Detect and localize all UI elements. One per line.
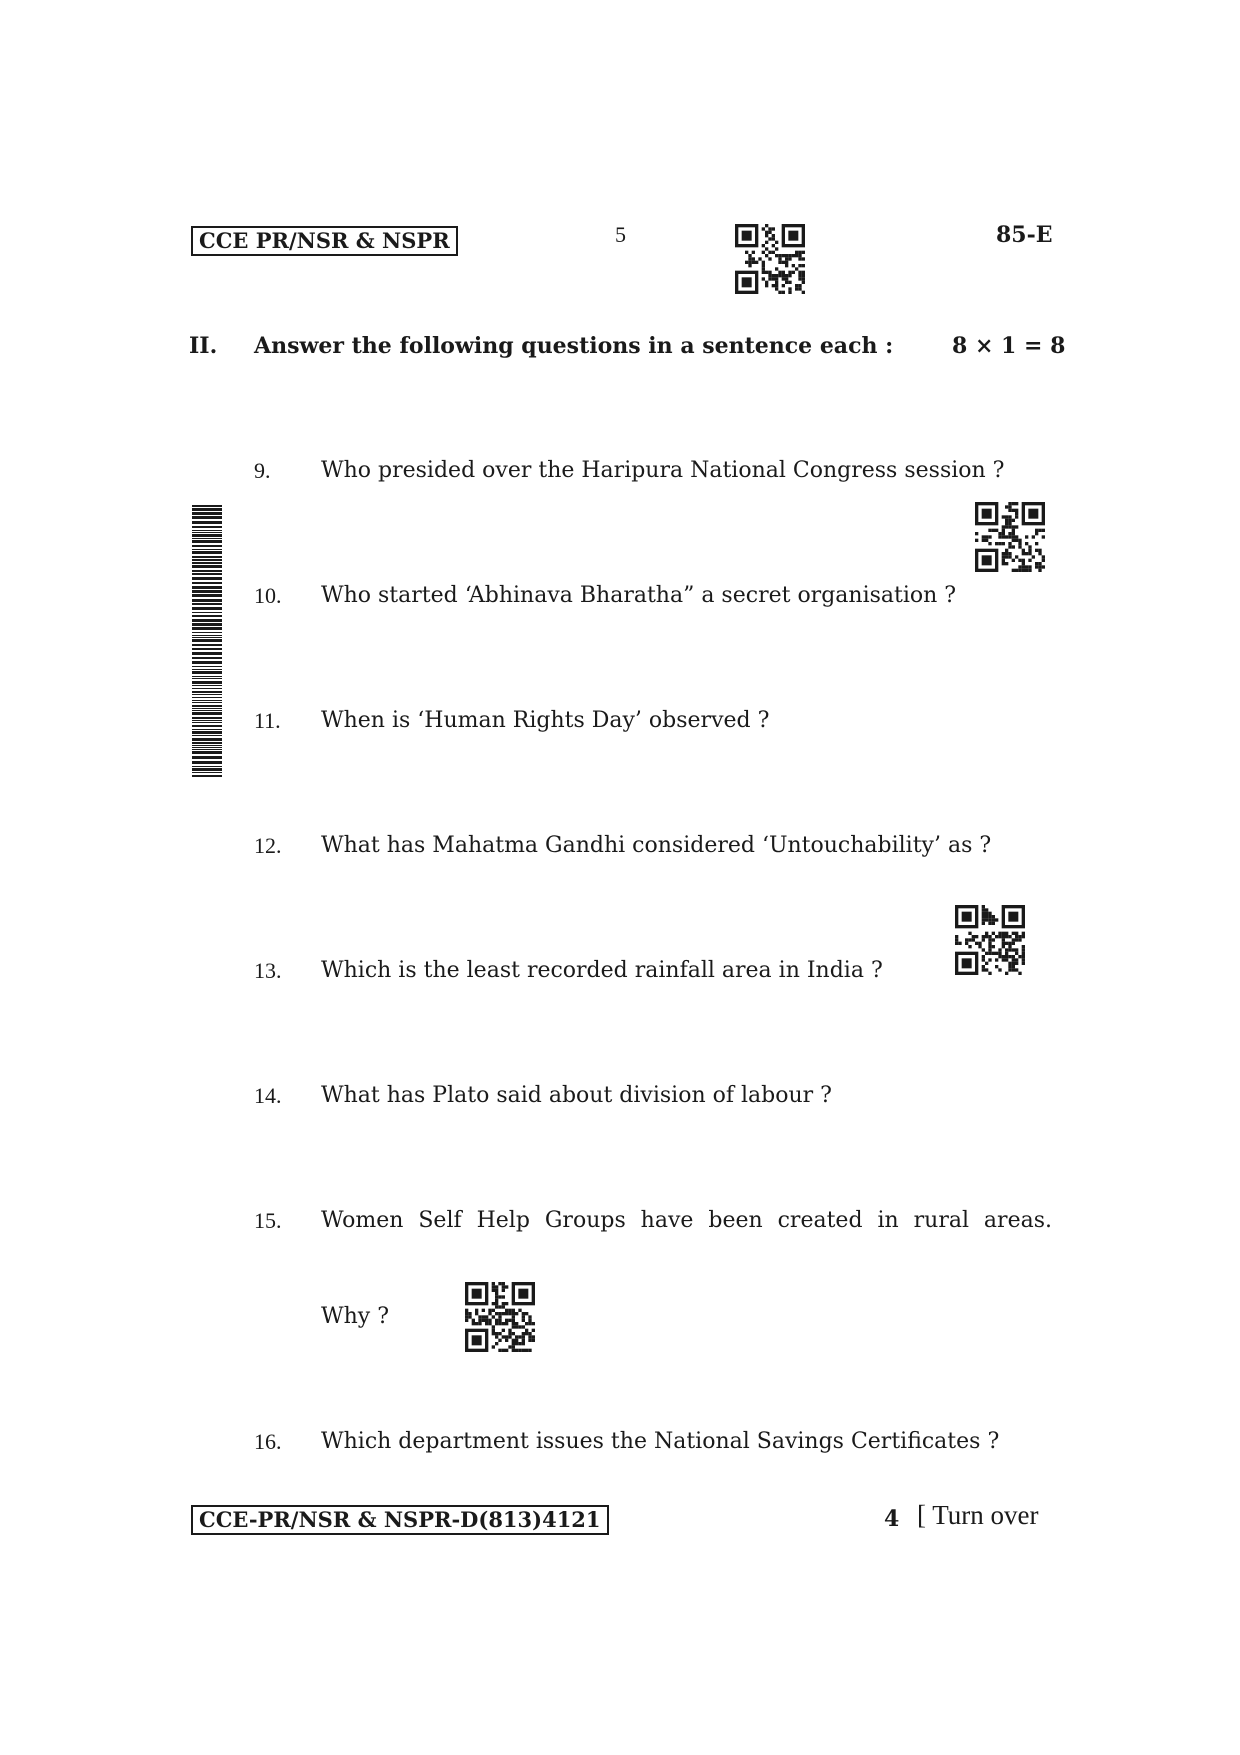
question-number: 14. <box>254 1083 282 1108</box>
question-text: Which department issues the National Savings Certificates ? <box>321 1429 1000 1454</box>
question-text: What has Plato said about division of labour ? <box>321 1083 832 1108</box>
question-text: Who presided over the Haripura National Congress session ? <box>321 458 1005 483</box>
footer-code: CCE-PR/NSR & NSPR-D(813)4121 <box>191 1505 609 1535</box>
qr-code-icon <box>975 502 1045 572</box>
question-text: Which is the least recorded rainfall area in India ? <box>321 958 883 983</box>
question-text: What has Mahatma Gandhi considered ‘Untouchability’ as ? <box>321 833 992 858</box>
question-continuation: Why ? <box>321 1304 389 1329</box>
question-number: 11. <box>254 708 281 733</box>
section-number: II. <box>189 333 218 359</box>
section-title: Answer the following questions in a sentence each : <box>254 333 894 359</box>
page-number: 5 <box>615 222 626 247</box>
qr-code-icon <box>955 905 1025 975</box>
question-text: Women Self Help Groups have been created in rural areas. <box>321 1208 1052 1233</box>
footer-page-number: 4 <box>884 1506 900 1532</box>
question-number: 13. <box>254 958 282 983</box>
question-text: Who started ‘Abhinava Bharatha” a secret organisation ? <box>321 583 957 608</box>
question-number: 9. <box>254 458 271 483</box>
question-text: When is ‘Human Rights Day’ observed ? <box>321 708 770 733</box>
paper-code: 85-E <box>996 222 1053 248</box>
qr-code-icon <box>735 224 805 294</box>
question-number: 12. <box>254 833 282 858</box>
header-code: CCE PR/NSR & NSPR <box>191 226 458 256</box>
question-number: 16. <box>254 1429 282 1454</box>
barcode-icon <box>192 505 222 777</box>
section-marks: 8 × 1 = 8 <box>952 333 1066 359</box>
question-number: 10. <box>254 583 282 608</box>
turn-over-label: [ Turn over <box>917 1500 1039 1530</box>
qr-code-icon <box>465 1282 535 1352</box>
question-number: 15. <box>254 1208 282 1233</box>
